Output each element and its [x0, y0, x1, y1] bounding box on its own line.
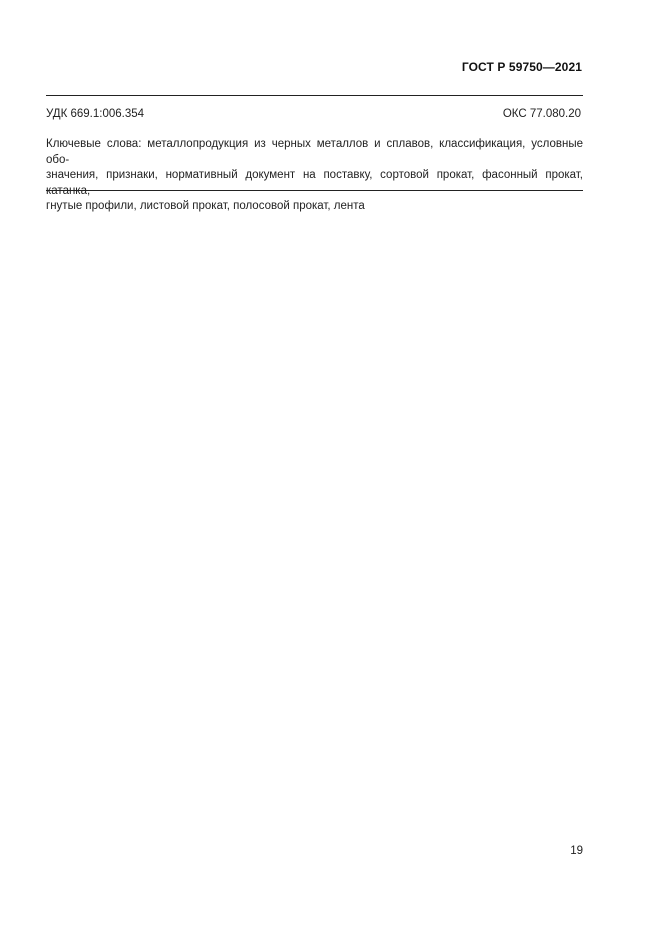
standard-code: ГОСТ Р 59750—2021: [461, 60, 582, 74]
page-number: 19: [570, 845, 583, 857]
bottom-divider: [46, 190, 583, 191]
keywords-line: гнутые профили, листовой прокат, полосовой прокат, лента: [46, 200, 365, 212]
keywords-line: Ключевые слова: металлопродукция из черных металлов и сплавов, классификация, условные обо-: [46, 138, 583, 166]
top-divider: [46, 95, 583, 96]
keywords-line: значения, признаки, нормативный документ на поставку, сортовой прокат, фасонный прокат, катанка,: [46, 169, 583, 197]
classification-row: [46, 108, 581, 120]
oks-code: ОКС 77.080.20: [502, 108, 581, 120]
udc-code: УДК 669.1:006.354: [46, 108, 145, 120]
keywords-paragraph: [46, 137, 583, 215]
